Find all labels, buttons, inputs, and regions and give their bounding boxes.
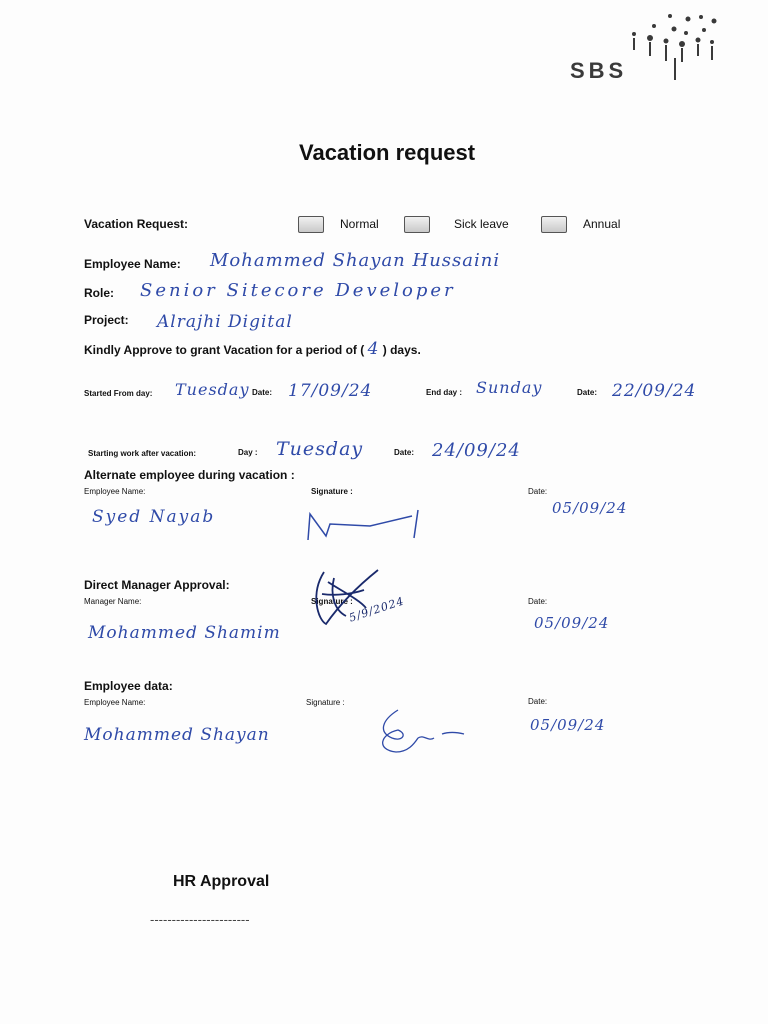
manager-signature — [300, 564, 390, 634]
end-date-value: 22/09/24 — [612, 381, 697, 401]
return-date-value: 24/09/24 — [432, 440, 521, 461]
manager-name-label: Manager Name: — [84, 597, 142, 606]
approve-days: 4 — [367, 339, 380, 359]
employee-data-heading: Employee data: — [84, 679, 173, 693]
start-day-value: Tuesday — [175, 380, 250, 399]
logo-text: SBS — [570, 58, 628, 83]
manager-name-value: Mohammed Shamim — [88, 623, 281, 643]
project-label: Project: — [84, 313, 129, 327]
manager-date-value: 05/09/24 — [534, 614, 610, 632]
alternate-date-label: Date: — [528, 487, 548, 496]
employee-data-signature-label: Signature : — [306, 698, 345, 707]
employee-signature — [368, 704, 478, 758]
end-day-value: Sunday — [476, 378, 543, 397]
manager-signature-label: Signature : — [311, 597, 353, 606]
return-day-value: Tuesday — [276, 438, 364, 460]
alternate-signature-label: Signature : — [311, 487, 353, 496]
manager-signature-date: 5/9/2024 — [347, 594, 407, 625]
employee-data-name-value: Mohammed Shayan — [84, 725, 270, 745]
role-label: Role: — [84, 286, 114, 300]
page-title: Vacation request — [299, 140, 476, 165]
employee-data-date-label: Date: — [528, 697, 548, 706]
manager-date-label: Date: — [528, 597, 548, 606]
start-date-value: 17/09/24 — [288, 381, 373, 401]
normal-checkbox[interactable] — [298, 216, 324, 233]
normal-label: Normal — [340, 217, 379, 231]
alternate-signature — [300, 502, 430, 546]
sbs-logo — [568, 8, 728, 88]
hr-approval-heading: HR Approval — [173, 873, 270, 890]
alternate-heading: Alternate employee during vacation : — [84, 468, 295, 482]
alternate-name-value: Syed Nayab — [92, 507, 216, 527]
annual-checkbox[interactable] — [541, 216, 567, 233]
start-day-label: Started From day: — [84, 389, 153, 398]
annual-label: Annual — [583, 217, 621, 231]
end-date-label: Date: — [577, 388, 598, 397]
return-label: Starting work after vacation: — [88, 449, 197, 458]
alternate-date-value: 05/09/24 — [552, 499, 628, 517]
alternate-name-label: Employee Name: — [84, 487, 146, 496]
vacation-type-label: Vacation Request: — [84, 217, 189, 231]
sick-leave-label: Sick leave — [454, 217, 509, 231]
end-day-label: End day : — [426, 388, 463, 397]
start-date-label: Date: — [252, 388, 273, 397]
return-date-label: Date: — [394, 448, 415, 457]
return-day-label: Day : — [238, 448, 258, 457]
approve-prefix: Kindly Approve to grant Vacation for a period of ( — [84, 343, 365, 357]
manager-heading: Direct Manager Approval: — [84, 578, 230, 592]
approve-text — [84, 339, 421, 359]
project-value: Alrajhi Digital — [157, 312, 293, 332]
approve-suffix: ) days. — [382, 343, 421, 357]
hr-signature-line: ----------------------- — [150, 912, 250, 927]
employee-name-value: Mohammed Shayan Hussaini — [210, 250, 501, 271]
sick-leave-checkbox[interactable] — [404, 216, 430, 233]
role-value: Senior Sitecore Developer — [140, 280, 456, 301]
employee-name-label: Employee Name: — [84, 257, 181, 271]
employee-data-date-value: 05/09/24 — [530, 716, 606, 734]
employee-data-name-label: Employee Name: — [84, 698, 146, 707]
